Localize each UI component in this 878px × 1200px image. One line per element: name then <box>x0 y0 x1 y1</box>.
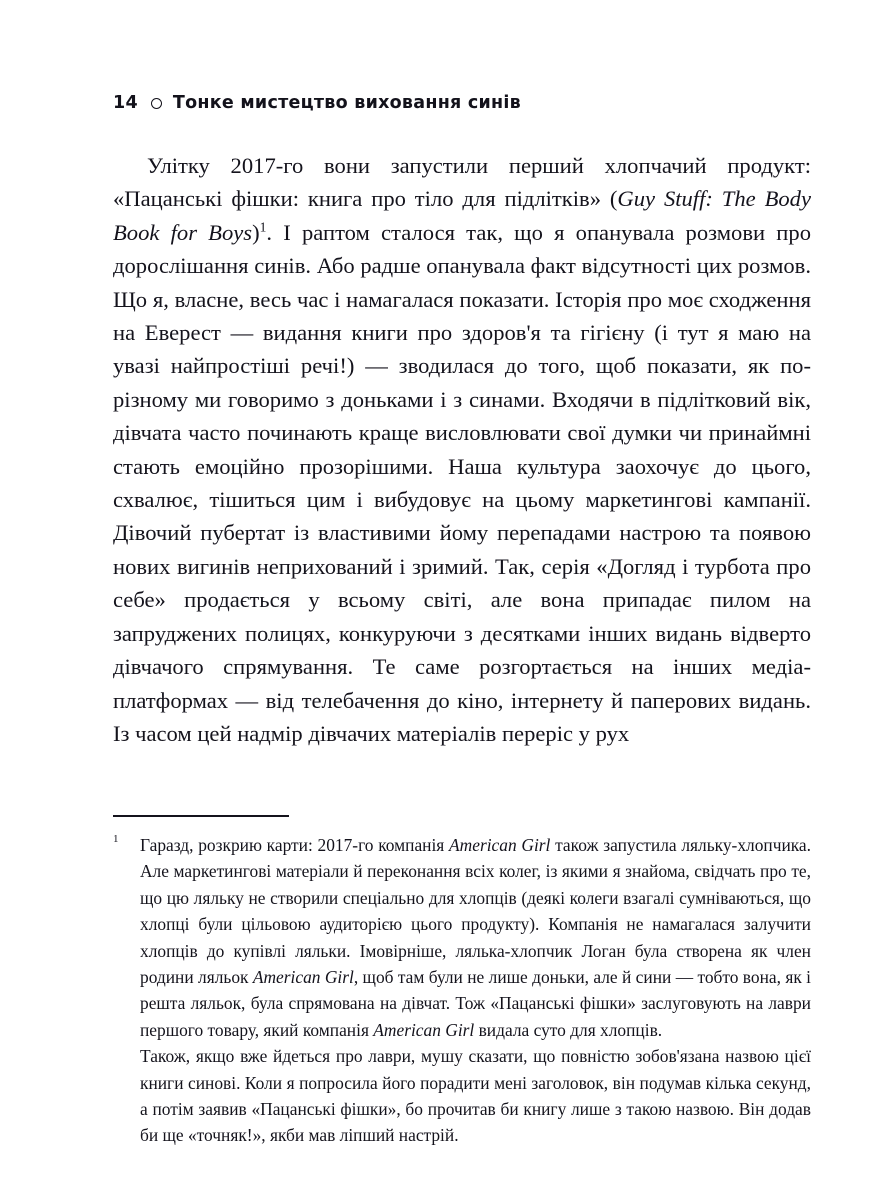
body-paragraph: Улітку 2017-го вони запустили перший хлопчачий продукт: «Пацанські фішки: книга про тіло для підлітків» (Guy Stuff: The Body Book for Boys)$^1$. І раптом сталося так, що я опанувала розмови про дорослішання синів. Або радше опанувала факт відсутності цих розмов. Що я, власне, весь час і намагалася показати. Історія про моє сходження на Еверест — видання книги про здоров'я та гігієну (і тут я маю на увазі найпростіші речі!) — зводилася до того, щоб показати, як по-різному ми говоримо з доньками і з синами. Входячи в підлітковий вік, дівчата часто починають краще висловлювати свої думки чи принаймні стають емоційно прозорішими. Наша культура заохочує до цього, схвалює, тішиться цим і вибудовує на цьому маркетингові кампанії. Дівочий пубертат із властивими йому перепадами настрою та появою нових вигинів неприхований і зримий. Так, серія «Догляд і турбота про себе» продається у всьому світі, але вона припадає пилом на запруджених полицях, конкуруючи з десятками інших видань відверто дівчачого спрямування. Те саме розгортається на інших медіаплатформах — від телебачення до кіно, інтернету й паперових видань. Із часом цей надмір дівчачих матеріалів переріс у рух <box>113 153 811 746</box>
footnote-marker: 1 <box>113 833 119 845</box>
running-head <box>113 93 813 113</box>
footnote-separator-rule <box>113 815 289 817</box>
footnote-paragraph-2: Також, якщо вже йдеться про лаври, мушу сказати, що повністю зобов'язана назвою цієї книги синові. Коли я попросила його порадити мені заголовок, він подумав кілька секунд, а потім заявив «Пацанські фішки», бо прочитав би книгу лише з такою назвою. Він додав би ще «точняк!», якби мав ліпший настрій. <box>140 1046 811 1146</box>
page-number: 14 <box>113 93 138 113</box>
footnote-paragraph-1: Гаразд, розкрию карти: 2017-го компанія American Girl також запустила ляльку-хлопчика. Але маркетингові матеріали й переконання всіх колег, із якими я знайома, свідчать про те, що цю ляльку не створили спеціально для хлопців (деякі колеги взагалі сумніваються, що хлопці були цільовою аудиторією цього продукту). Компанія не намагалася залучити хлопців до купівлі ляльки. Імовірніше, лялька-хлопчик Логан була створена як член родини ляльок American Girl, щоб там були не лише доньки, але й сини — тобто вона, як і решта ляльок, була спрямована на дівчат. Тож «Пацанські фішки» заслуговують на лаври першого товару, який компанія American Girl видала суто для хлопців. <box>140 835 811 1040</box>
footnote-block <box>113 832 811 1149</box>
body-text-block <box>113 149 811 750</box>
footnote-item <box>113 832 811 1149</box>
running-head-title: Тонке мистецтво виховання синів <box>172 93 522 113</box>
open-circle-icon <box>151 98 162 109</box>
footnote-body <box>140 832 811 1149</box>
